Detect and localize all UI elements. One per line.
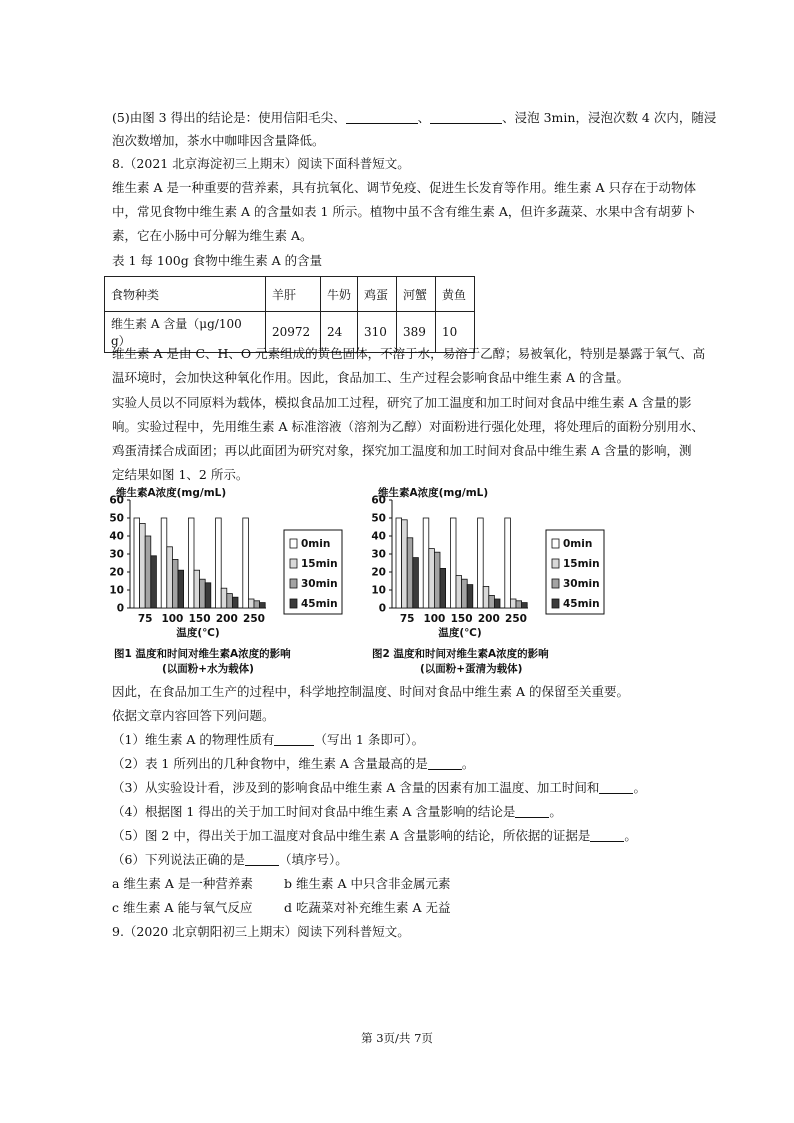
- bar: [243, 518, 249, 608]
- option-a: a 维生素 A 是一种营养素: [112, 876, 253, 891]
- x-axis-label: 温度(℃): [176, 627, 220, 639]
- y-tick-label: 0: [116, 602, 124, 615]
- bar: [396, 518, 402, 608]
- paragraph-line: 鸡蛋清揉合成面团；再以此面团为研究对象，探究加工温度和加工时间对食品中维生素 A 含量的影响，测: [112, 443, 692, 458]
- bar: [450, 518, 456, 608]
- y-axis-label: 维生素A浓度(mg/mL): [116, 487, 227, 499]
- q5-separator: 、: [417, 110, 431, 125]
- bar: [462, 579, 468, 608]
- options-row: [112, 872, 450, 895]
- legend-label: 0min: [563, 538, 593, 550]
- caption-line: 图2 温度和时间对维生素A浓度的影响: [372, 648, 549, 660]
- bar: [429, 549, 435, 608]
- legend-label: 30min: [563, 578, 600, 590]
- x-tick-label: 100: [161, 613, 184, 625]
- question-text: （1）维生素 A 的物理性质有: [112, 732, 275, 747]
- legend-label: 30min: [301, 578, 338, 590]
- bar: [145, 536, 151, 608]
- bar: [522, 603, 528, 608]
- y-axis-label: 维生素A浓度(mg/mL): [378, 487, 489, 499]
- bar: [505, 518, 511, 608]
- figure-1-caption: [114, 647, 291, 677]
- legend-label: 45min: [563, 598, 600, 610]
- question-text: （4）根据图 1 得出的关于加工时间对食品中维生素 A 含量影响的结论是: [112, 804, 516, 819]
- x-tick-label: 200: [477, 613, 500, 625]
- answer-blank[interactable]: [599, 779, 633, 794]
- x-tick-label: 75: [399, 613, 415, 625]
- bar: [167, 547, 173, 608]
- caption-line: (以面粉+蛋清为载体): [420, 663, 523, 675]
- legend-swatch: [290, 539, 297, 548]
- y-tick-label: 50: [371, 512, 386, 525]
- option-b: b 维生素 A 中只含非金属元素: [284, 876, 451, 891]
- sub-question-5: [112, 824, 692, 847]
- legend-swatch: [552, 599, 559, 608]
- x-tick-label: 150: [450, 613, 473, 625]
- sub-question-6: [112, 848, 692, 871]
- question-text: （填序号）。: [278, 852, 348, 867]
- question-text: （3）从实验设计看，涉及到的影响食品中维生素 A 含量的因素有加工温度、加工时间和: [112, 780, 600, 795]
- bar: [194, 570, 200, 608]
- bar: [407, 538, 413, 608]
- bar: [221, 588, 227, 608]
- bar: [402, 520, 408, 608]
- y-tick-label: 10: [371, 584, 386, 597]
- legend-label: 15min: [301, 558, 338, 570]
- legend-swatch: [552, 559, 559, 568]
- table-cell: 20972: [266, 312, 321, 353]
- q5-text-a: (5)由图 3 得出的结论是：使用信阳毛尖、: [112, 110, 346, 125]
- y-tick-label: 60: [109, 494, 124, 507]
- figure-2-caption: [372, 647, 549, 677]
- x-tick-label: 150: [188, 613, 211, 625]
- paragraph-line: 维生素 A 是一种重要的营养素，具有抗氧化、调节免疫、促进生长发育等作用。维生素 A 只存在于动物体: [112, 180, 696, 195]
- sub-question-3: [112, 776, 692, 799]
- answer-blank[interactable]: [245, 851, 279, 866]
- instruction-line: 依据文章内容回答下列问题。: [112, 708, 275, 723]
- legend-swatch: [290, 559, 297, 568]
- question-text: （2）表 1 所列出的几种食物中，维生素 A 含量最高的是: [112, 756, 428, 771]
- y-tick-label: 60: [371, 494, 386, 507]
- paragraph-line: 泡次数增加，茶水中咖啡因含量降低。: [112, 133, 325, 148]
- q5-text-b: 、浸泡 3min，浸泡次数 4 次内，随浸: [502, 110, 717, 125]
- legend-label: 0min: [301, 538, 331, 550]
- table-cell: 389: [397, 312, 436, 353]
- table-cell: 牛奶: [321, 277, 358, 312]
- table-cell: 食物种类: [105, 277, 266, 312]
- question-text: （写出 1 条即可）。: [314, 732, 425, 747]
- bar: [178, 570, 184, 608]
- answer-blank[interactable]: [274, 731, 314, 746]
- question-text: 。: [624, 828, 637, 843]
- y-tick-label: 50: [109, 512, 124, 525]
- table-cell: 10: [436, 312, 475, 353]
- figure-2-chart: [366, 484, 626, 647]
- answer-blank[interactable]: [430, 109, 502, 124]
- question-9-header: 9.（2020 北京朝阳初三上期末）阅读下列科普短文。: [112, 924, 410, 939]
- y-tick-label: 30: [371, 548, 386, 561]
- legend-swatch: [290, 579, 297, 588]
- question-8-header: 8.（2021 北京海淀初三上期末）阅读下面科普短文。: [112, 156, 410, 171]
- bar: [434, 552, 440, 608]
- table-row: [105, 277, 475, 312]
- y-tick-label: 30: [109, 548, 124, 561]
- figure-1-chart: [104, 484, 364, 647]
- table-cell: 河蟹: [397, 277, 436, 312]
- bar: [134, 518, 140, 608]
- x-tick-label: 250: [243, 613, 265, 625]
- legend-swatch: [552, 579, 559, 588]
- bar: [227, 594, 233, 608]
- bar: [510, 599, 516, 608]
- bar: [489, 595, 495, 608]
- paragraph-line: 响。实验过程中，先用维生素 A 标准溶液（溶剂为乙醇）对面粉进行强化处理，将处理后的面粉分别用水、: [112, 419, 704, 434]
- bar: [172, 559, 178, 608]
- question-text: （5）图 2 中，得出关于加工温度对食品中维生素 A 含量影响的结论，所依据的证据是: [112, 828, 591, 843]
- bar: [205, 583, 211, 608]
- question-text: 。: [633, 780, 646, 795]
- bar: [248, 599, 254, 608]
- question-text: 。: [549, 804, 562, 819]
- legend-swatch: [552, 539, 559, 548]
- legend-swatch: [290, 599, 297, 608]
- bar: [456, 576, 462, 608]
- bar: [478, 518, 484, 608]
- table-cell: 羊肝: [266, 277, 321, 312]
- legend-label: 45min: [301, 598, 338, 610]
- paragraph-line: 温环境时，会加快这种氧化作用。因此，食品加工、生产过程会影响食品中维生素 A 的含量。: [112, 370, 629, 385]
- paragraph-line: 中，常见食物中维生素 A 的含量如表 1 所示。植物中虽不含有维生素 A，但许多蔬菜、水果中含有胡萝卜: [112, 204, 696, 219]
- paragraph-line: 定结果如图 1、2 所示。: [112, 467, 249, 482]
- paragraph-line: 因此，在食品加工生产的过程中，科学地控制温度、时间对食品中维生素 A 的保留至关重要。: [112, 684, 629, 699]
- table-cell: 维生素 A 含量（μg/100 g）: [105, 312, 266, 353]
- paragraph-line: 实验人员以不同原料为载体，模拟食品加工过程，研究了加工温度和加工时间对食品中维生素 A 含量的影: [112, 395, 692, 410]
- x-tick-label: 100: [423, 613, 446, 625]
- sub-question-2: [112, 752, 692, 775]
- y-tick-label: 10: [109, 584, 124, 597]
- bar: [161, 518, 167, 608]
- bar: [413, 558, 419, 608]
- table-caption: 表 1 每 100g 食物中维生素 A 的含量: [112, 253, 323, 268]
- option-d: d 吃蔬菜对补充维生素 A 无益: [284, 900, 451, 915]
- option-c: c 维生素 A 能与氧气反应: [112, 900, 253, 915]
- table-cell: 24: [321, 312, 358, 353]
- bar: [483, 586, 489, 608]
- x-tick-label: 250: [505, 613, 527, 625]
- y-tick-label: 20: [109, 566, 124, 579]
- bar: [516, 601, 522, 608]
- answer-blank[interactable]: [590, 827, 624, 842]
- paragraph-line: 素，它在小肠中可分解为维生素 A。: [112, 228, 313, 243]
- y-tick-label: 40: [371, 530, 386, 543]
- bar: [423, 518, 429, 608]
- x-axis-label: 温度(℃): [438, 627, 482, 639]
- x-tick-label: 75: [137, 613, 153, 625]
- bar: [188, 518, 194, 608]
- table-cell: 黄鱼: [436, 277, 475, 312]
- y-tick-label: 40: [109, 530, 124, 543]
- bar: [232, 597, 238, 608]
- answer-blank[interactable]: [515, 803, 549, 818]
- bar: [254, 601, 260, 608]
- x-tick-label: 200: [215, 613, 238, 625]
- table-cell: 鸡蛋: [358, 277, 397, 312]
- answer-blank[interactable]: [346, 109, 418, 124]
- figure-1-svg: [104, 484, 364, 644]
- caption-line: 图1 温度和时间对维生素A浓度的影响: [114, 648, 291, 660]
- options-row: [112, 896, 450, 919]
- legend-label: 15min: [563, 558, 600, 570]
- page-footer: 第 3页/共 7页: [361, 1031, 433, 1045]
- sub-question-4: [112, 800, 692, 823]
- answer-blank[interactable]: [428, 755, 462, 770]
- question-text: （6）下列说法正确的是: [112, 852, 245, 867]
- sub-question-1: [112, 728, 692, 751]
- y-tick-label: 20: [371, 566, 386, 579]
- bar: [440, 568, 446, 608]
- bar: [140, 523, 146, 608]
- bar: [467, 585, 473, 608]
- figure-2-svg: [366, 484, 626, 644]
- question-text: 。: [461, 756, 475, 771]
- paragraph-line: 维生素 A 是由 C、H、O 元素组成的黄色固体，不溶于水，易溶于乙醇；易被氧化，特别是暴露于氧气、高: [112, 346, 706, 361]
- bar: [260, 603, 266, 608]
- bar: [216, 518, 222, 608]
- bar: [494, 599, 500, 608]
- caption-line: (以面粉+水为载体): [162, 663, 254, 675]
- question-5-line: [112, 106, 717, 129]
- bar: [151, 556, 157, 608]
- y-tick-label: 0: [378, 602, 386, 615]
- bar: [200, 579, 206, 608]
- table-cell: 310: [358, 312, 397, 353]
